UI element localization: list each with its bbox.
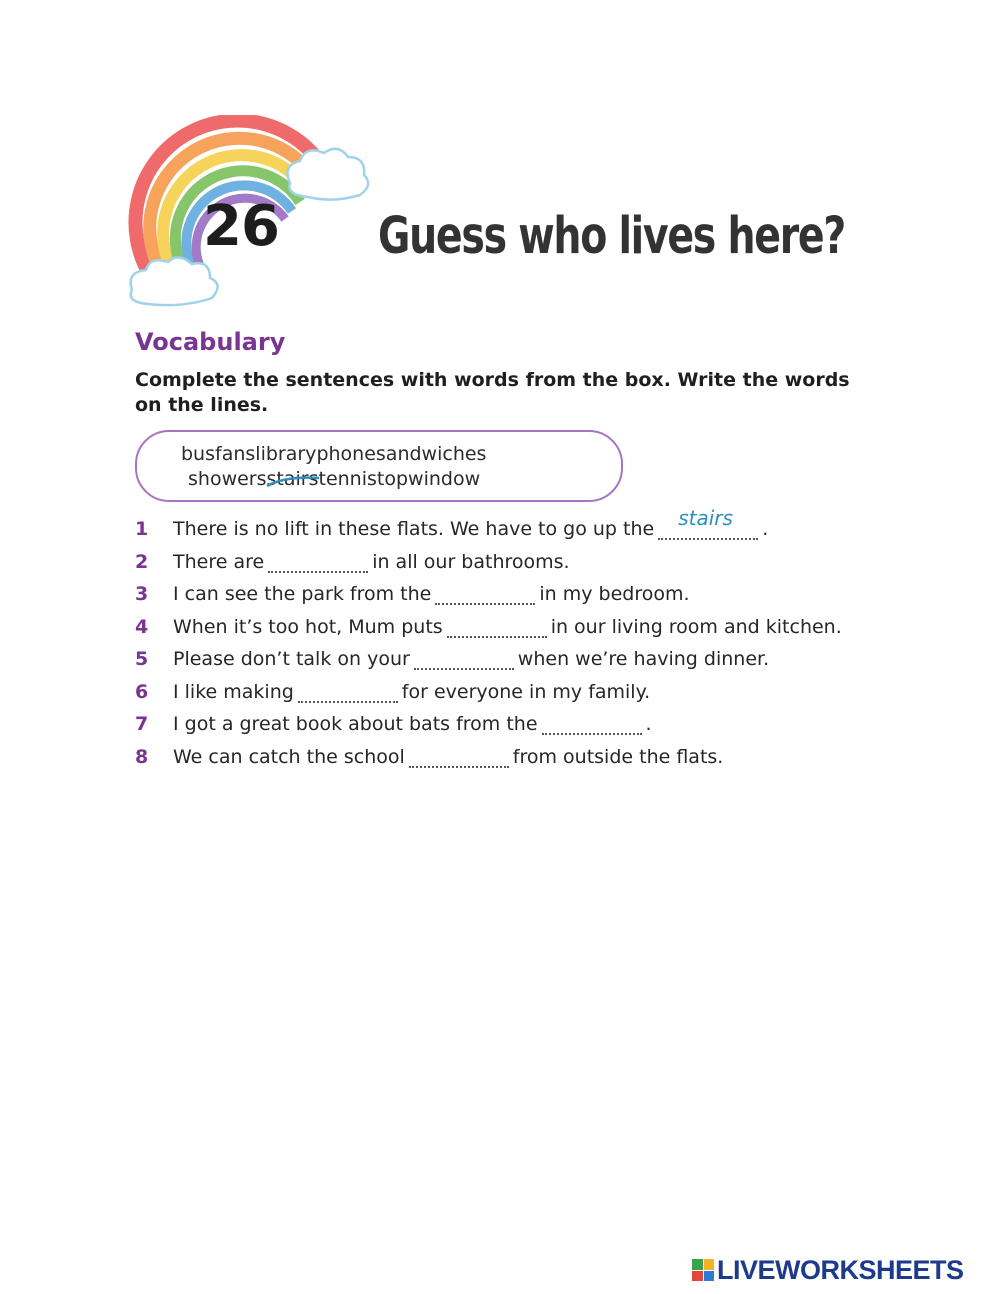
exercise-item <box>135 681 895 714</box>
item-text-after: from outside the flats. <box>512 745 724 768</box>
answer-blank[interactable] <box>409 747 509 768</box>
word-library: library <box>255 443 317 465</box>
exercise-list <box>135 506 895 778</box>
item-text-after: when we’re having dinner. <box>517 648 770 670</box>
exercise-item <box>135 506 895 551</box>
word-showers: showers <box>188 468 267 490</box>
item-text-after: in my bedroom. <box>539 583 690 605</box>
answer-blank[interactable] <box>447 617 547 638</box>
word-window: window <box>408 468 481 490</box>
item-number: 3 <box>135 583 149 605</box>
exercise-item <box>135 648 895 681</box>
answer-blank[interactable] <box>542 714 642 735</box>
exercise-item <box>135 551 895 584</box>
item-text-after: for everyone in my family. <box>401 680 651 703</box>
word-sandwiches: sandwiches <box>375 443 487 465</box>
answer-blank[interactable] <box>414 649 514 670</box>
logo-icon <box>692 1259 714 1281</box>
liveworksheets-logo[interactable] <box>692 1255 964 1285</box>
word-fans: fans <box>215 443 256 465</box>
item-number: 7 <box>135 713 149 735</box>
item-text-before: There are <box>173 550 265 573</box>
item-text-before: We can catch the school <box>173 745 405 768</box>
answer-blank[interactable] <box>435 584 535 605</box>
item-text-before: I can see the park from the <box>173 583 432 605</box>
item-number: 2 <box>135 550 149 573</box>
word-phone: phone <box>316 443 376 465</box>
word-box-row-2 <box>188 468 480 490</box>
item-text-after: . <box>645 713 652 735</box>
item-number: 6 <box>135 680 149 703</box>
item-text-after: . <box>762 518 769 540</box>
item-text-after: in all our bathrooms. <box>372 550 570 573</box>
answer-blank[interactable] <box>658 506 758 540</box>
item-text-before: Please don’t talk on your <box>173 648 410 670</box>
exercise-item <box>135 713 895 746</box>
word-box <box>135 430 623 502</box>
word-tennis: tennis <box>318 468 377 490</box>
exercise-item <box>135 583 895 616</box>
word-box-row-1 <box>181 443 486 465</box>
item-text-before: I like making <box>173 680 294 703</box>
item-text-before: I got a great book about bats from the <box>173 713 538 735</box>
item-number: 5 <box>135 648 149 670</box>
exercise-item <box>135 616 895 649</box>
logo-text: LIVEWORKSHEETS <box>717 1254 964 1285</box>
item-number: 4 <box>135 615 149 638</box>
item-number: 1 <box>135 518 149 540</box>
page-title: Guess who lives here? <box>378 207 846 266</box>
section-title: Vocabulary <box>135 328 286 356</box>
instructions: Complete the sentences with words from the box. Write the words on the lines. <box>135 369 850 416</box>
unit-number: 26 <box>203 194 279 259</box>
answer-blank[interactable] <box>268 552 368 573</box>
word-stairs-crossed <box>267 468 319 490</box>
item-text-before: When it’s too hot, Mum puts <box>173 615 443 638</box>
word-bus: bus <box>181 443 216 465</box>
word-top: top <box>376 468 409 490</box>
word-stairs: stairs <box>266 468 319 490</box>
item-text-before: There is no lift in these flats. We have to go up the <box>173 518 655 540</box>
exercise-item <box>135 746 895 779</box>
answer-blank[interactable] <box>298 682 398 703</box>
filled-answer: stairs <box>678 506 733 530</box>
item-number: 8 <box>135 745 149 768</box>
item-text-after: in our living room and kitchen. <box>550 615 842 638</box>
